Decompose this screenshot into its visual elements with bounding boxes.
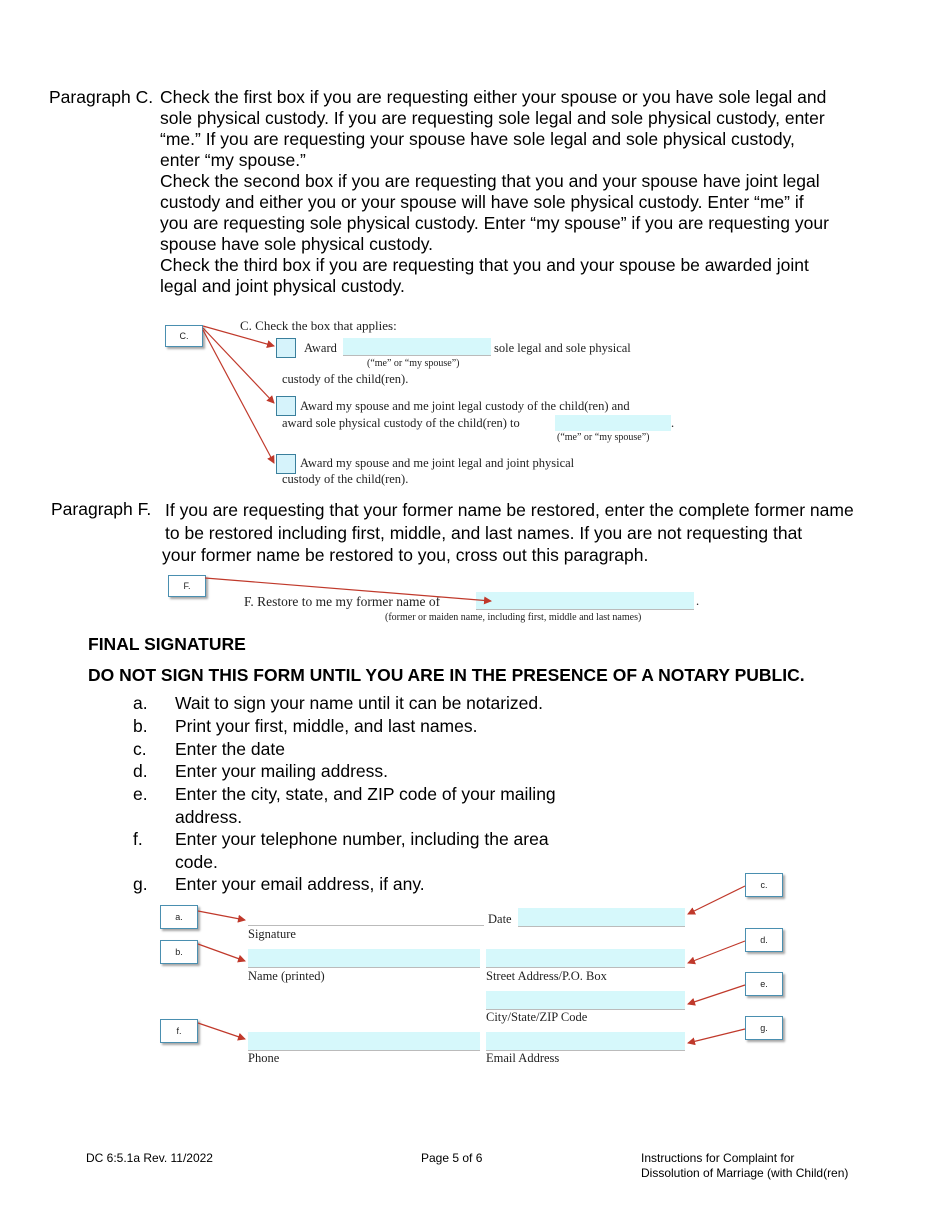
opt1-hint: (“me” or “my spouse”): [367, 358, 460, 369]
paragraph-c-label: Paragraph C.: [49, 87, 154, 107]
paragraph-c-line: Check the first box if you are requesting either your spouse or you have sole legal and: [160, 87, 827, 107]
arrow-g: [688, 1029, 745, 1043]
footer-title-line1: Instructions for Complaint for: [641, 1151, 795, 1165]
opt2-period: .: [671, 416, 675, 430]
list-item: Enter your telephone number, including the area code.: [175, 829, 549, 872]
list-letter: f.: [133, 829, 143, 849]
paragraph-c-line: Check the third box if you are requesting that you and your spouse be awarded joint: [160, 255, 809, 275]
opt1-award: Award: [304, 341, 337, 355]
opt1-rest: sole legal and sole physical: [494, 341, 631, 355]
paragraph-c-line: sole physical custody. If you are requesting sole legal and sole physical custody, enter: [160, 108, 825, 128]
list-item: Enter the date: [175, 739, 285, 759]
callout-d: d.: [745, 928, 783, 952]
city-state-zip-label: City/State/ZIP Code: [486, 1010, 588, 1024]
list-item: Enter your mailing address.: [175, 761, 389, 781]
arrow-c-3: [203, 330, 274, 463]
signature-label: Signature: [248, 927, 296, 941]
list-item: Print your first, middle, and last names.: [175, 716, 478, 736]
paragraph-c-line: enter “my spouse.”: [160, 150, 306, 170]
arrow-c-signature: [688, 886, 745, 914]
paragraph-c-line: custody and either you or your spouse will have sole physical custody. Enter “me” if: [160, 192, 804, 212]
list-item: Enter the city, state, and ZIP code of your mailing address.: [175, 784, 556, 827]
arrow-f: [205, 578, 491, 601]
opt3-line1: Award my spouse and me joint legal and joint physical: [300, 456, 575, 470]
list-letter: g.: [133, 874, 148, 894]
final-signature-heading: FINAL SIGNATURE: [88, 634, 246, 654]
opt2-line1: Award my spouse and me joint legal custody of the child(ren) and: [300, 399, 630, 413]
footer-page-number: Page 5 of 6: [421, 1151, 483, 1165]
form-c-heading: C. Check the box that applies:: [240, 318, 397, 333]
callout-b: b.: [160, 940, 198, 964]
callout-e: e.: [745, 972, 783, 996]
paragraph-f-label: Paragraph F.: [51, 499, 152, 519]
paragraph-f-line: If you are requesting that your former name be restored, enter the complete former name: [165, 500, 854, 520]
name-printed-label: Name (printed): [248, 969, 325, 983]
arrow-f-signature: [198, 1023, 245, 1039]
callout-c: C.: [165, 325, 203, 347]
callout-a: a.: [160, 905, 198, 929]
callout-f-signature: f.: [160, 1019, 198, 1043]
form-f-text: F. Restore to me my former name of: [244, 594, 441, 609]
opt1-line2: custody of the child(ren).: [282, 372, 409, 386]
arrow-b: [198, 944, 245, 961]
list-letter: c.: [133, 739, 147, 759]
arrow-d: [688, 941, 745, 963]
callout-g: g.: [745, 1016, 783, 1040]
paragraph-c-line: legal and joint physical custody.: [160, 276, 405, 296]
callout-f: F.: [168, 575, 206, 597]
paragraph-c-line: Check the second box if you are requesting that you and your spouse have joint legal: [160, 171, 820, 191]
street-address-label: Street Address/P.O. Box: [486, 969, 607, 983]
list-letter: d.: [133, 761, 148, 781]
paragraph-c-line: spouse have sole physical custody.: [160, 234, 434, 254]
callout-c-signature: c.: [745, 873, 783, 897]
footer-form-id: DC 6:5.1a Rev. 11/2022: [86, 1151, 213, 1165]
form-f-period: .: [696, 594, 700, 608]
paragraph-f-line: your former name be restored to you, cross out this paragraph.: [162, 545, 649, 565]
email-label: Email Address: [486, 1051, 560, 1065]
arrow-e: [688, 985, 745, 1004]
opt3-line2: custody of the child(ren).: [282, 472, 409, 486]
paragraph-c-line: you are requesting sole physical custody. Enter “my spouse” if you are requesting your: [160, 213, 829, 233]
phone-label: Phone: [248, 1051, 280, 1065]
list-letter: e.: [133, 784, 148, 804]
arrow-c-1: [203, 326, 274, 346]
list-letter: a.: [133, 693, 148, 713]
paragraph-f-line: to be restored including first, middle, and last names. If you are not requesting that: [165, 523, 803, 543]
opt2-hint: (“me” or “my spouse”): [557, 432, 650, 443]
list-item: Enter your email address, if any.: [175, 874, 425, 894]
paragraph-c-line: “me.” If you are requesting your spouse have sole legal and sole physical custody,: [160, 129, 795, 149]
notary-warning: DO NOT SIGN THIS FORM UNTIL YOU ARE IN THE PRESENCE OF A NOTARY PUBLIC.: [88, 665, 805, 685]
arrow-c-2: [203, 328, 274, 403]
form-f-hint: (former or maiden name, including first, middle and last names): [385, 612, 642, 623]
date-label: Date: [488, 912, 512, 926]
list-item: Wait to sign your name until it can be notarized.: [175, 693, 544, 713]
footer-title-line2: Dissolution of Marriage (with Child(ren): [641, 1166, 849, 1180]
opt2-line2: award sole physical custody of the child(ren) to: [282, 416, 520, 430]
list-letter: b.: [133, 716, 148, 736]
arrow-a: [198, 911, 245, 920]
